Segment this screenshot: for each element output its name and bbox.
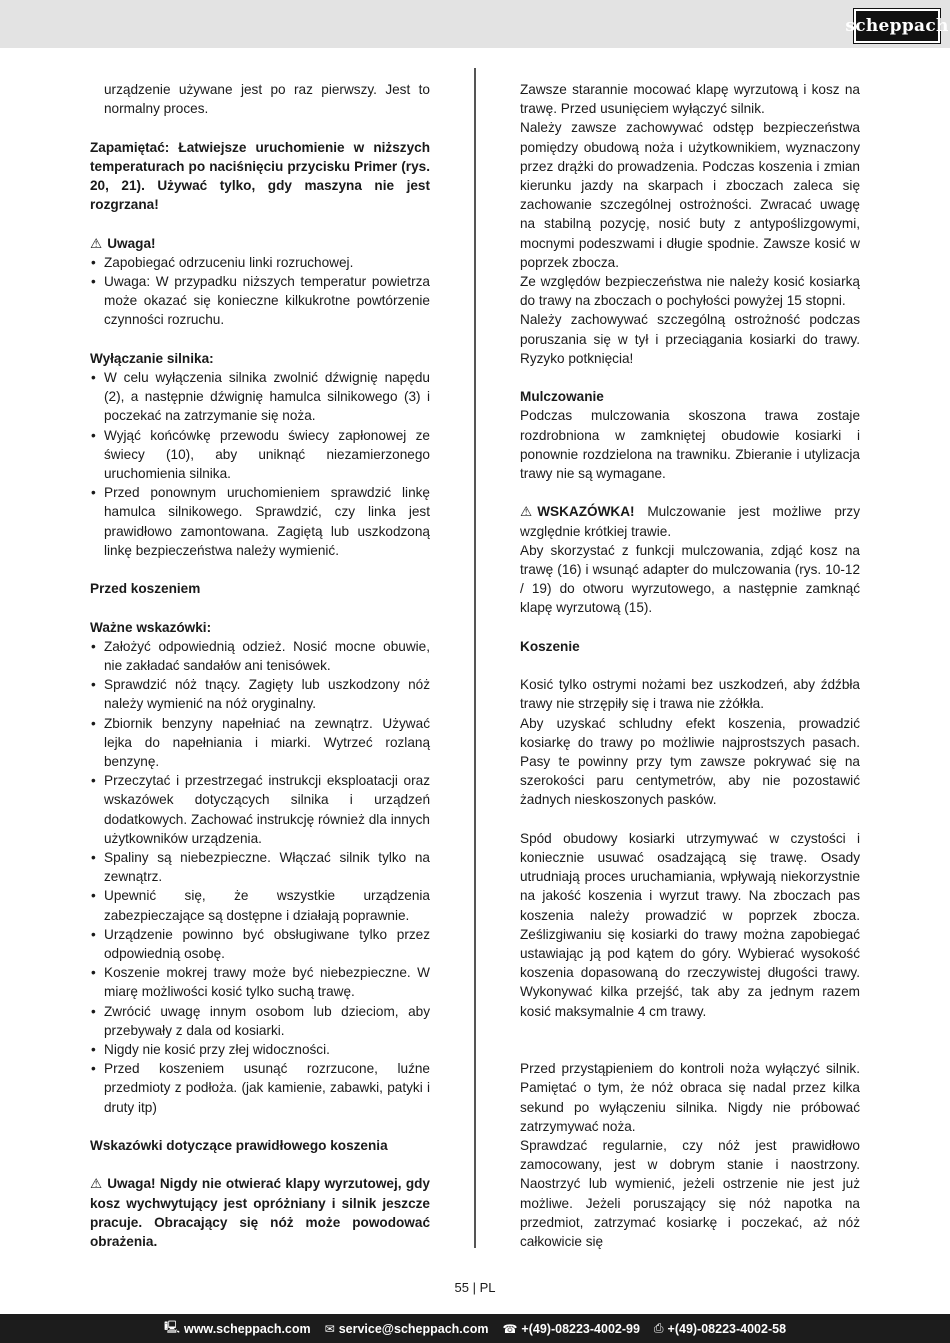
warning-triangle-icon: ⚠ — [90, 1176, 103, 1192]
list-item: • Nigdy nie kosić przy złej widoczności. — [90, 1040, 430, 1059]
left-column — [90, 80, 430, 1251]
paragraph: Przed przystąpieniem do kontroli noża wyłączyć silnik. Pamiętać o tym, że nóż obraca się nadal przez kilka sekund po wyłączeniu silnika. Nigdy nie próbować zatrzymywać noża. — [520, 1061, 860, 1134]
list-item: • W celu wyłączenia silnika zwolnić dźwignię napędu (2), a następnie dźwignię hamulca silnikowego (3) i poczekać na zatrzymanie się noża. — [90, 368, 430, 426]
footer-website[interactable]: 🖳 www.scheppach.com — [164, 1318, 311, 1339]
page-number: 55 | PL — [454, 1280, 496, 1295]
list-item: • Zapobiegać odrzuceniu linki rozruchowej. — [90, 253, 430, 272]
paragraph: urządzenie używane jest po raz pierwszy. Jest to normalny proces. — [104, 82, 430, 117]
hint-paragraph: ⚠ WSKAZÓWKA! Mulczowanie jest możliwe przy względnie krótkiej trawie. — [520, 504, 861, 539]
list-item: • Przed ponownym uruchomieniem sprawdzić linkę hamulca silnikowego. Sprawdzić, czy linka jest prawidłowo zamontowana. Zagiętą lub uszkodzoną linkę bezpieczeństwa należy wymienić. — [90, 483, 430, 560]
fax-icon: ⎙ — [653, 1321, 664, 1335]
list-item: • Uwaga: W przypadku niższych temperatur powietrza może okazać się konieczne kilkukrotne powtórzenie czynności rozruchu. — [90, 272, 430, 330]
top-bar — [0, 0, 950, 48]
stop-engine-list — [90, 368, 430, 560]
right-column — [520, 80, 860, 1251]
list-item: • Założyć odpowiednią odzież. Nosić mocne obuwie, nie zakładać sandałów ani tenisówek. — [90, 637, 430, 675]
paragraph: Aby uzyskać schludny efekt koszenia, prowadzić kosiarkę do trawy po możliwie najprostszych pasach. Pasy te powinny przy tym zawsze pokrywać się na szerokości paru centymetrów, aby nie pozostawić żadnych nieskoszonych pasków. — [520, 715, 860, 808]
envelope-icon: ✉ — [324, 1321, 335, 1336]
column-divider — [474, 68, 476, 1248]
footer-bar — [0, 1314, 950, 1343]
list-item: • Spaliny są niebezpieczne. Włączać silnik tylko na zewnątrz. — [90, 848, 430, 886]
list-item: • Wyjąć końcówkę przewodu świecy zapłonowej ze świecy (10), aby uniknąć niezamierzonego uruchomienia silnika. — [90, 426, 430, 484]
paragraph: Podczas mulczowania skoszona trawa zostaje rozdrobniona w zamkniętej obudowie kosiarki i ponownie rozdzielona na trawniku. Zbieranie i utylizacja trawy nie są wymagane. — [520, 408, 860, 482]
list-item: • Zbiornik benzyny napełniać na zewnątrz. Używać lejka do napełniania i miarki. Wytrzeć rozlaną benzynę. — [90, 714, 430, 772]
paragraph: Kosić tylko ostrymi nożami bez uszkodzeń, aby źdźbła trawy nie strzępiły się i trawa nie zżółkła. — [520, 677, 860, 712]
warning-triangle-icon: ⚠ — [520, 504, 533, 520]
list-item: • Przed koszeniem usunąć rozrzucone, luźne przedmioty z podłoża. (jak kamienie, zabawki, patyki i druty itp) — [90, 1059, 430, 1117]
important-notes-list — [90, 637, 430, 1117]
paragraph: Ze względów bezpieczeństwa nie należy kosić kosiarką do trawy na zboczach o pochyłości powyżej 15 stopni. — [520, 274, 860, 309]
phone-icon: ☎ — [502, 1321, 518, 1336]
paragraph: Zawsze starannie mocować klapę wyrzutową i kosz na trawę. Przed usunięciem wyłączyć silnik. — [520, 82, 860, 117]
section-heading: Koszenie — [520, 638, 580, 654]
warning-triangle-icon: ⚠ — [90, 235, 103, 251]
warning-heading: ⚠ Uwaga! — [90, 234, 430, 253]
footer-fax: ⎙ +(49)-08223-4002-58 — [653, 1321, 787, 1336]
section-heading: Ważne wskazówki: — [90, 619, 212, 635]
list-item: • Koszenie mokrej trawy może być niebezpieczne. W miarę możliwości kosić tylko suchą trawę. — [90, 963, 430, 1001]
footer-email[interactable]: ✉ service@scheppach.com — [324, 1321, 489, 1336]
list-item: • Upewnić się, że wszystkie urządzenia zabezpieczające są dostępne i działają poprawnie. — [90, 886, 430, 924]
section-heading: Wskazówki dotyczące prawidłowego koszenia — [90, 1138, 388, 1154]
list-item: • Urządzenie powinno być obsługiwane tylko przez odpowiednią osobę. — [90, 925, 430, 963]
paragraph: Należy zawsze zachowywać odstęp bezpieczeństwa pomiędzy obudową noża i użytkownikiem, wyznaczony przez drążki do prowadzenia. Podczas koszenia i zmian kierunku jazdy na skarpach i zboczach zaleca się zachowanie szczególnej ostrożności. Zwracać uwagę na stabilną pozycję, nosić buty z antypoślizgowymi, mocnymi podeszwami i długie spodnie. Zawsze kosić w poprzek zbocza. — [520, 120, 860, 270]
section-heading: Mulczowanie — [520, 389, 604, 405]
note-paragraph: Zapamiętać: Łatwiejsze uruchomienie w niższych temperaturach po naciśnięciu przycisku Primer (rys. 20, 21). Używać tylko, gdy maszyna nie jest rozgrzana! — [90, 139, 430, 213]
monitor-icon: 🖳 — [163, 1320, 180, 1334]
warning-list — [90, 253, 430, 330]
list-item: • Zwrócić uwagę innym osobom lub dzieciom, aby przebywały z dala od kosiarki. — [90, 1002, 430, 1040]
section-heading: Wyłączanie silnika: — [90, 350, 214, 366]
list-item: • Przeczytać i przestrzegać instrukcji eksploatacji oraz wskazówek dotyczących silnika i urządzeń dodatkowych. Zachować instrukcję również dla innych użytkowników urządzenia. — [90, 771, 430, 848]
paragraph: Spód obudowy kosiarki utrzymywać w czystości i koniecznie usuwać osadzającą się trawę. Osady utrudniają proces uruchamiania, wpływają niekorzystnie na jakość koszenia i wyrzut trawy. Na zboczach pas koszenia należy prowadzić w poprzek zbocza. Ześlizgiwaniu się kosiarki do trawy można zapobiegać ustawiając ją pod kątem do góry. Wybierać wysokość koszenia dopasowaną do rzeczywistej długości trawy. Wykonywać kilka przejść, tak aby za jednym razem kosić maksymalnie 4 cm trawy. — [520, 830, 860, 1019]
footer-phone: ☎ +(49)-08223-4002-99 — [502, 1321, 640, 1336]
paragraph: Aby skorzystać z funkcji mulczowania, zdjąć kosz na trawę (16) i wsunąć adapter do mulczowania (rys. 10-12 / 19) do otworu wyrzutowego, a następnie zamknąć klapę wyrzutową (15). — [520, 542, 860, 616]
paragraph: Należy zachowywać szczególną ostrożność podczas poruszania się w tył i przeciągania kosiarki do trawy. Ryzyko potknięcia! — [520, 312, 860, 366]
warning-paragraph: ⚠ Uwaga! Nigdy nie otwierać klapy wyrzutowej, gdy kosz wychwytujący jest opróżniany i silnik jeszcze pracuje. Obracający się nóż może powodować obrażenia. — [90, 1176, 430, 1250]
paragraph: Sprawdzać regularnie, czy nóż jest prawidłowo zamocowany, jest w dobrym stanie i naostrzony. Naostrzyć lub wymienić, jeżeli ostrzenie nie jest już możliwe. Jeżeli poruszający się nóż napotka na przedmiot, zatrzymać kosiarkę i poczekać, aż nóż całkowicie się — [520, 1138, 860, 1250]
scheppach-logo: scheppach — [854, 9, 940, 43]
list-item: • Sprawdzić nóż tnący. Zagięty lub uszkodzony nóż należy wymienić na nóż oryginalny. — [90, 675, 430, 713]
section-heading: Przed koszeniem — [90, 581, 201, 597]
